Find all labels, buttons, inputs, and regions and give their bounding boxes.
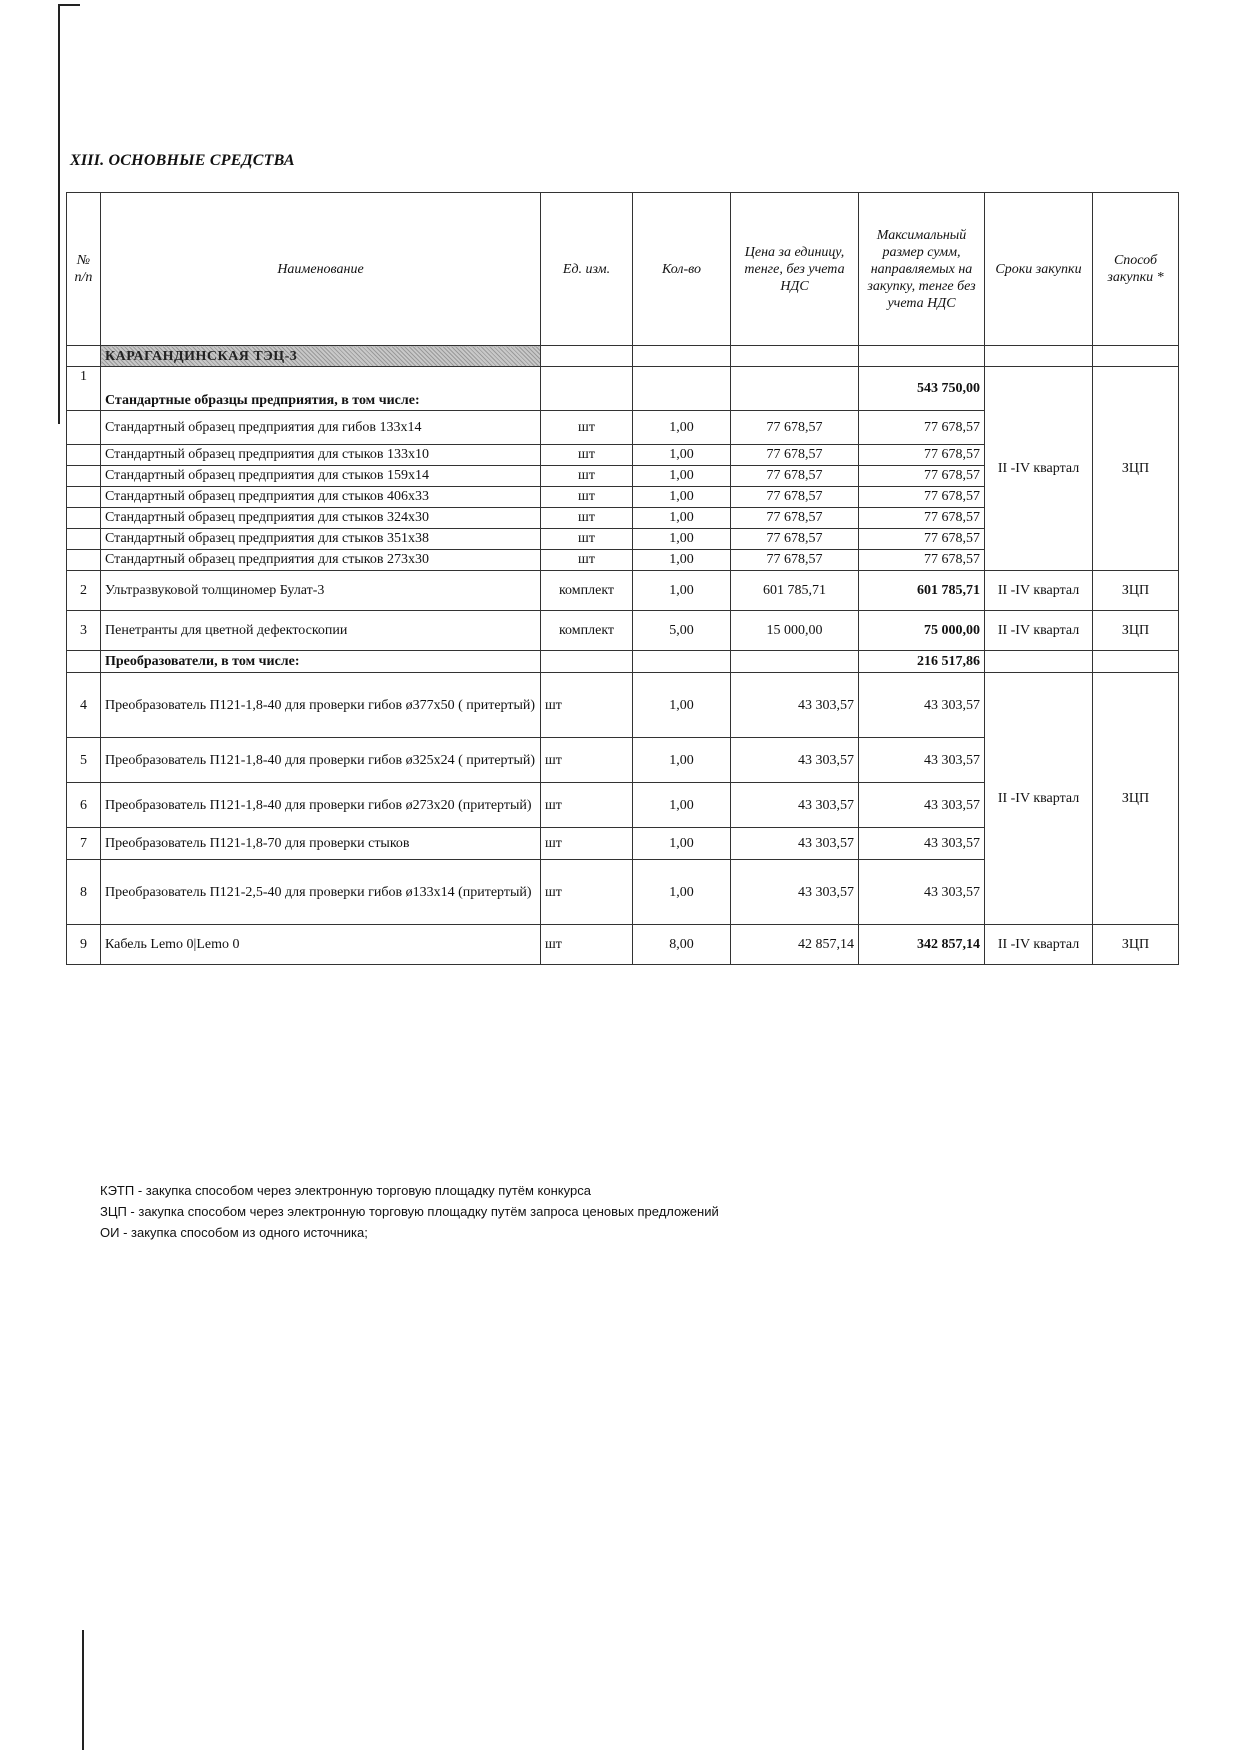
header-row	[67, 193, 1179, 346]
row3-method: ЗЦП	[1093, 611, 1179, 651]
item-unit: шт	[541, 828, 633, 860]
header-num: № п/п	[67, 193, 101, 346]
region-empty-cell	[859, 346, 985, 367]
row2-unit: комплект	[541, 571, 633, 611]
item-price: 43 303,57	[731, 860, 859, 925]
row3-sum: 75 000,00	[859, 611, 985, 651]
item-name: Стандартный образец предприятия для стыков 159х14	[101, 466, 541, 487]
group2-method: ЗЦП	[1093, 673, 1179, 925]
row9-price: 42 857,14	[731, 925, 859, 965]
row2-method: ЗЦП	[1093, 571, 1179, 611]
table-row	[67, 611, 1179, 651]
legend	[100, 1180, 719, 1243]
header-name: Наименование	[101, 193, 541, 346]
row3-qty: 5,00	[633, 611, 731, 651]
group2-num	[67, 651, 101, 673]
item-sum: 77 678,57	[859, 466, 985, 487]
item-price: 43 303,57	[731, 783, 859, 828]
row9-period: II -IV квартал	[985, 925, 1093, 965]
item-sum: 77 678,57	[859, 487, 985, 508]
item-qty: 1,00	[633, 738, 731, 783]
scan-edge-left-bottom	[82, 1630, 84, 1750]
legend-item: ЗЦП - закупка способом через электронную торговую площадку путём запроса ценовых предложений	[100, 1204, 719, 1219]
row2-name: Ультразвуковой толщиномер Булат-3	[101, 571, 541, 611]
item-qty: 1,00	[633, 411, 731, 445]
item-qty: 1,00	[633, 508, 731, 529]
item-price: 43 303,57	[731, 738, 859, 783]
row9-method: ЗЦП	[1093, 925, 1179, 965]
item-price: 77 678,57	[731, 411, 859, 445]
region-row	[67, 346, 1179, 367]
item-price: 77 678,57	[731, 445, 859, 466]
item-sum: 43 303,57	[859, 860, 985, 925]
header-max-sum: Максимальный размер сумм, направляемых на закупку, тенге без учета НДС	[859, 193, 985, 346]
group1-price	[731, 367, 859, 411]
group2-method-empty	[1093, 651, 1179, 673]
group1-num: 1	[67, 367, 101, 411]
row9-sum: 342 857,14	[859, 925, 985, 965]
row9-num: 9	[67, 925, 101, 965]
header-unit: Ед. изм.	[541, 193, 633, 346]
header-price: Цена за единицу, тенге, без учета НДС	[731, 193, 859, 346]
row3-num: 3	[67, 611, 101, 651]
group1-row	[67, 367, 1179, 411]
item-qty: 1,00	[633, 466, 731, 487]
group2-qty	[633, 651, 731, 673]
item-unit: шт	[541, 411, 633, 445]
item-sum: 43 303,57	[859, 828, 985, 860]
item-num: 6	[67, 783, 101, 828]
item-num: 5	[67, 738, 101, 783]
item-qty: 1,00	[633, 550, 731, 571]
group2-total: 216 517,86	[859, 651, 985, 673]
item-name: Стандартный образец предприятия для стыков 133х10	[101, 445, 541, 466]
header-period: Сроки закупки	[985, 193, 1093, 346]
item-unit: шт	[541, 860, 633, 925]
region-empty-cell	[541, 346, 633, 367]
group1-qty	[633, 367, 731, 411]
item-name: Преобразователь П121-2,5-40 для проверки гибов ø133х14 (притертый)	[101, 860, 541, 925]
row3-price: 15 000,00	[731, 611, 859, 651]
item-qty: 1,00	[633, 673, 731, 738]
section-title: XIII. ОСНОВНЫЕ СРЕДСТВА	[70, 152, 295, 169]
row2-qty: 1,00	[633, 571, 731, 611]
item-price: 77 678,57	[731, 550, 859, 571]
item-price: 43 303,57	[731, 828, 859, 860]
item-sum: 77 678,57	[859, 411, 985, 445]
item-sum: 77 678,57	[859, 508, 985, 529]
group1-period: II -IV квартал	[985, 367, 1093, 571]
item-sum: 43 303,57	[859, 783, 985, 828]
item-sum: 77 678,57	[859, 529, 985, 550]
scan-edge-left	[58, 4, 60, 424]
item-qty: 1,00	[633, 860, 731, 925]
item-name: Преобразователь П121-1,8-40 для проверки гибов ø325х24 ( притертый)	[101, 738, 541, 783]
item-price: 77 678,57	[731, 529, 859, 550]
item-unit: шт	[541, 783, 633, 828]
item-name: Стандартный образец предприятия для стыков 273х30	[101, 550, 541, 571]
legend-item: ОИ - закупка способом из одного источника;	[100, 1225, 368, 1240]
row3-name: Пенетранты для цветной дефектоскопии	[101, 611, 541, 651]
row-num-cell	[67, 487, 101, 508]
group2-row	[67, 651, 1179, 673]
row-num-cell	[67, 550, 101, 571]
item-qty: 1,00	[633, 487, 731, 508]
row9-unit: шт	[541, 925, 633, 965]
table-row	[67, 673, 1179, 738]
row9-name: Кабель Lemo 0|Lemo 0	[101, 925, 541, 965]
item-unit: шт	[541, 466, 633, 487]
item-name: Преобразователь П121-1,8-40 для проверки гибов ø273х20 (притертый)	[101, 783, 541, 828]
group2-period-empty	[985, 651, 1093, 673]
procurement-table	[66, 192, 1179, 965]
item-qty: 1,00	[633, 828, 731, 860]
item-name: Стандартный образец предприятия для стыков 324х30	[101, 508, 541, 529]
row-num-cell	[67, 529, 101, 550]
item-num: 7	[67, 828, 101, 860]
region-empty-cell	[1093, 346, 1179, 367]
group2-period: II -IV квартал	[985, 673, 1093, 925]
item-price: 77 678,57	[731, 508, 859, 529]
row-num-cell	[67, 466, 101, 487]
group1-total: 543 750,00	[859, 367, 985, 411]
row2-num: 2	[67, 571, 101, 611]
group2-name: Преобразователи, в том числе:	[101, 651, 541, 673]
item-unit: шт	[541, 508, 633, 529]
item-sum: 43 303,57	[859, 673, 985, 738]
item-qty: 1,00	[633, 783, 731, 828]
legend-item: КЭТП - закупка способом через электронную торговую площадку путём конкурса	[100, 1183, 591, 1198]
scan-edge-top	[58, 4, 80, 6]
region-num-cell	[67, 346, 101, 367]
region-name: КАРАГАНДИНСКАЯ ТЭЦ-3	[101, 346, 541, 367]
item-sum: 77 678,57	[859, 550, 985, 571]
group1-unit	[541, 367, 633, 411]
item-unit: шт	[541, 529, 633, 550]
item-name: Преобразователь П121-1,8-40 для проверки гибов ø377х50 ( притертый)	[101, 673, 541, 738]
item-name: Стандартный образец предприятия для стыков 406х33	[101, 487, 541, 508]
row3-unit: комплект	[541, 611, 633, 651]
item-sum: 43 303,57	[859, 738, 985, 783]
item-name: Преобразователь П121-1,8-70 для проверки стыков	[101, 828, 541, 860]
item-num: 4	[67, 673, 101, 738]
group1-method: ЗЦП	[1093, 367, 1179, 571]
item-price: 77 678,57	[731, 487, 859, 508]
row3-period: II -IV квартал	[985, 611, 1093, 651]
item-unit: шт	[541, 673, 633, 738]
item-unit: шт	[541, 738, 633, 783]
item-unit: шт	[541, 445, 633, 466]
group2-price	[731, 651, 859, 673]
row-num-cell	[67, 411, 101, 445]
item-price: 43 303,57	[731, 673, 859, 738]
item-unit: шт	[541, 550, 633, 571]
item-num: 8	[67, 860, 101, 925]
item-qty: 1,00	[633, 529, 731, 550]
row2-sum: 601 785,71	[859, 571, 985, 611]
item-qty: 1,00	[633, 445, 731, 466]
item-unit: шт	[541, 487, 633, 508]
group2-unit	[541, 651, 633, 673]
header-method: Способ закупки *	[1093, 193, 1179, 346]
region-empty-cell	[731, 346, 859, 367]
row-num-cell	[67, 445, 101, 466]
group1-name: Стандартные образцы предприятия, в том числе:	[101, 367, 541, 411]
item-name: Стандартный образец предприятия для стыков 351х38	[101, 529, 541, 550]
procurement-table-wrapper	[66, 192, 1178, 965]
region-empty-cell	[985, 346, 1093, 367]
item-sum: 77 678,57	[859, 445, 985, 466]
row9-qty: 8,00	[633, 925, 731, 965]
row2-price: 601 785,71	[731, 571, 859, 611]
row-num-cell	[67, 508, 101, 529]
table-row	[67, 925, 1179, 965]
row2-period: II -IV квартал	[985, 571, 1093, 611]
item-price: 77 678,57	[731, 466, 859, 487]
table-row	[67, 571, 1179, 611]
item-name: Стандартный образец предприятия для гибов 133х14	[101, 411, 541, 445]
header-qty: Кол-во	[633, 193, 731, 346]
region-empty-cell	[633, 346, 731, 367]
